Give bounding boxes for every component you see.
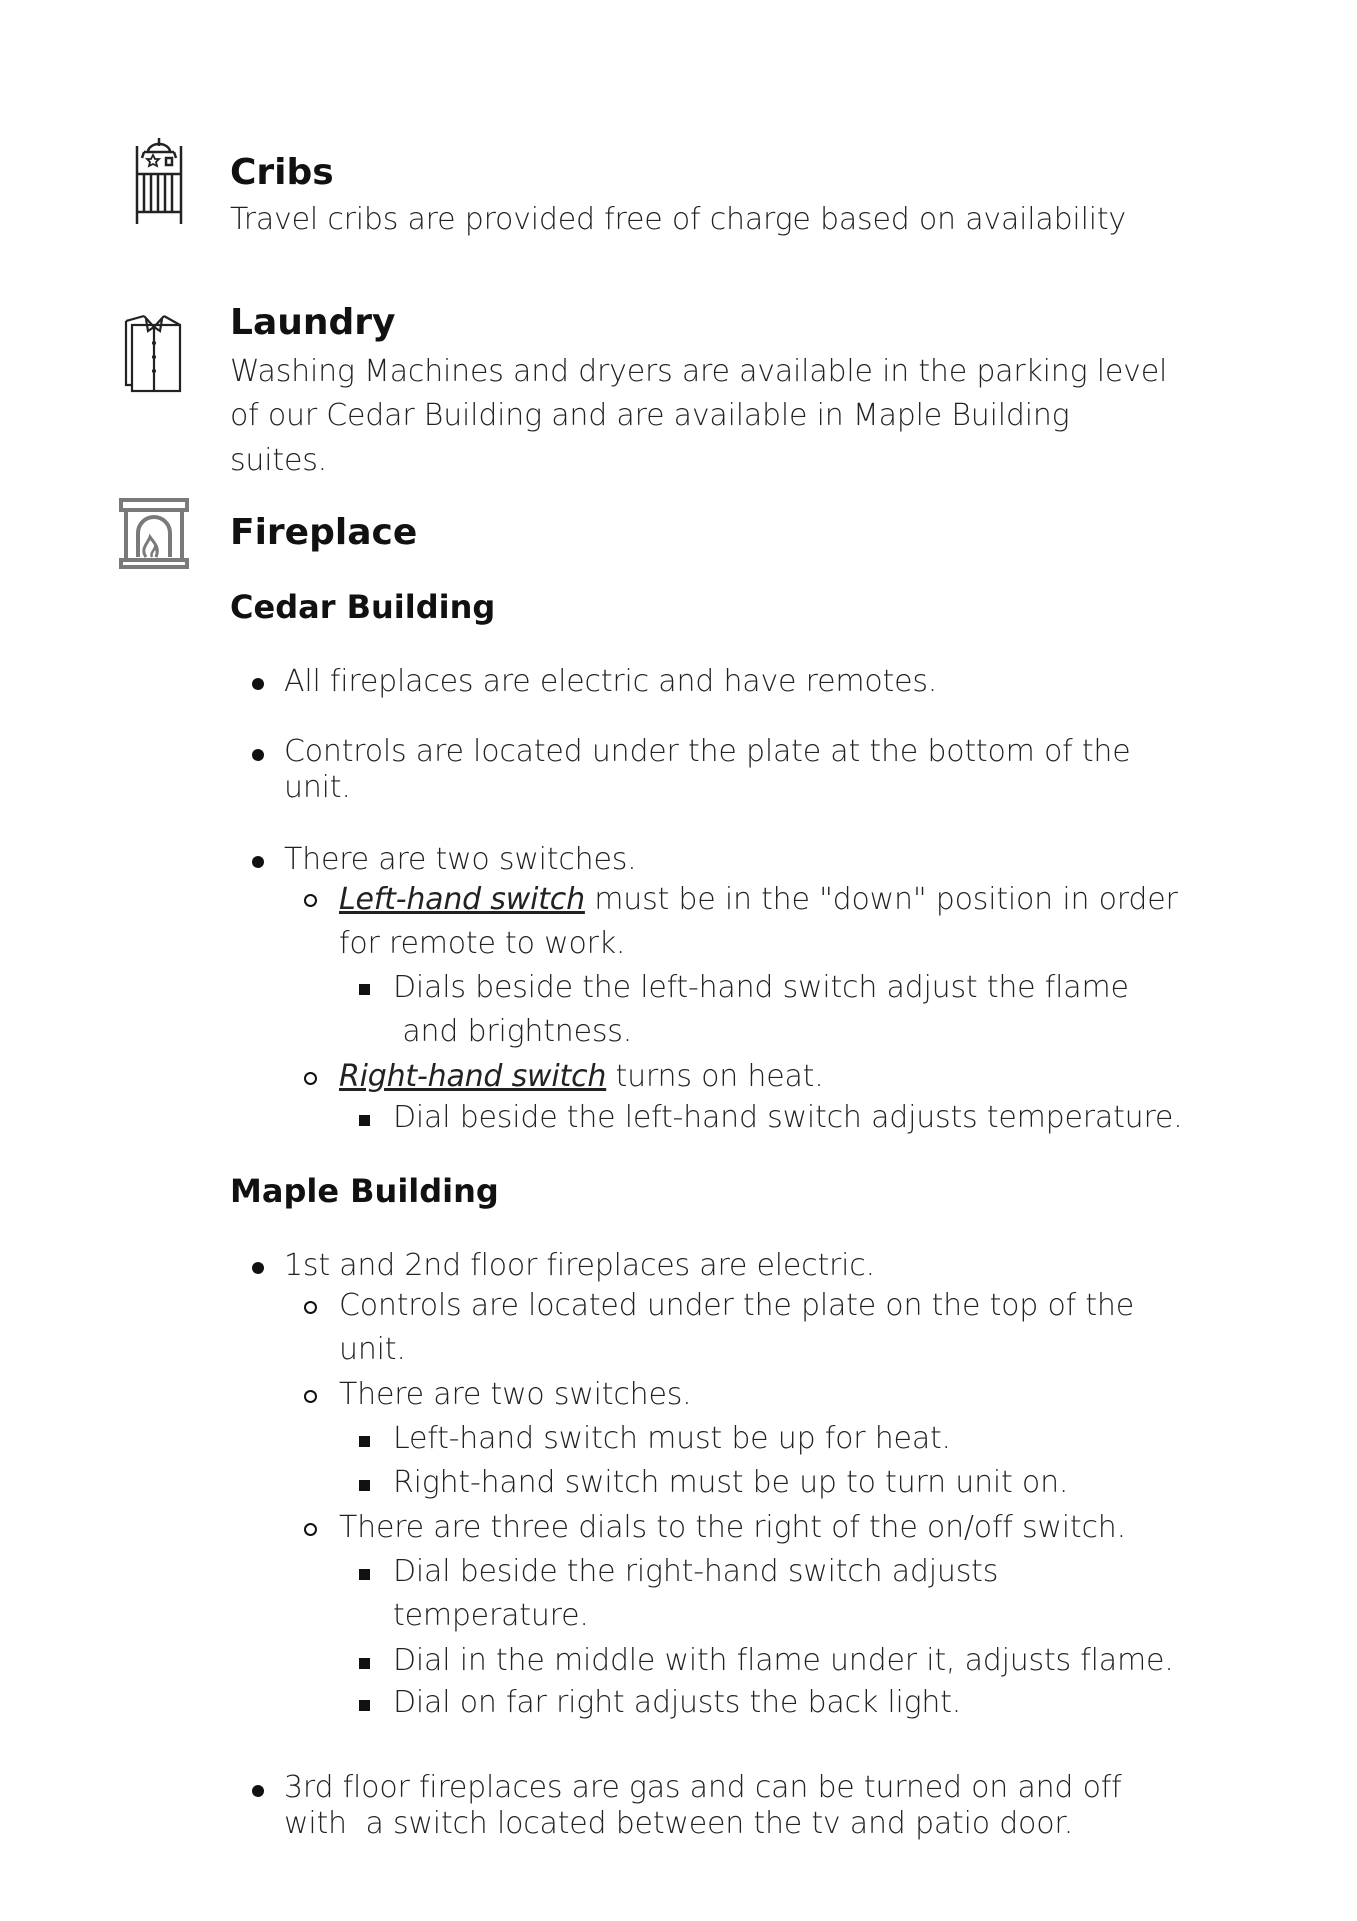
sub-sub-bullet — [359, 1569, 370, 1580]
right-switch-label: Right-hand switch — [339, 1059, 607, 1094]
maple-bullet-2-line-1: 3rd floor fireplaces are gas and can be turned on and off — [284, 1770, 1122, 1805]
maple-sub-3-a-line-1: Dial beside the right-hand switch adjusts — [393, 1554, 999, 1589]
maple-sub-2: There are two switches. — [339, 1377, 692, 1412]
sub-bullet — [304, 1301, 317, 1314]
maple-sub-2-b: Right-hand switch must be up to turn unit on. — [393, 1465, 1069, 1500]
crib-icon — [134, 136, 184, 226]
bullet — [252, 1262, 264, 1274]
bullet — [252, 678, 264, 690]
cedar-title: Cedar Building — [230, 588, 496, 626]
laundry-line-2: of our Cedar Building and are available in Maple Building — [230, 398, 1070, 433]
maple-sub-1-line-2: unit. — [339, 1332, 406, 1367]
laundry-shirt-icon — [122, 313, 186, 395]
cedar-left-sub-line-2: and brightness. — [393, 1014, 633, 1049]
bullet — [252, 1785, 264, 1797]
maple-sub-3: There are three dials to the right of the on/off switch. — [339, 1510, 1126, 1545]
cribs-text: Travel cribs are provided free of charge based on availability — [230, 202, 1126, 237]
sub-sub-bullet — [359, 1480, 370, 1491]
cedar-bullet-2-line-1: Controls are located under the plate at the bottom of the — [284, 734, 1131, 769]
cedar-right-sub: Dial beside the left-hand switch adjusts temperature. — [393, 1100, 1183, 1135]
sub-sub-bullet — [359, 1658, 370, 1669]
maple-sub-3-a-line-2: temperature. — [393, 1598, 589, 1633]
left-switch-label: Left-hand switch — [339, 882, 585, 917]
sub-bullet — [304, 1072, 317, 1085]
cedar-right-switch: Right-hand switch turns on heat. — [339, 1059, 824, 1094]
fireplace-icon — [118, 497, 190, 569]
cedar-left-sub-line-1: Dials beside the left-hand switch adjust the flame — [393, 970, 1129, 1005]
cedar-left-switch-line-1: Left-hand switch must be in the "down" position in order — [339, 882, 1178, 917]
sub-sub-bullet — [359, 1115, 370, 1126]
cedar-bullet-1: All fireplaces are electric and have remotes. — [284, 664, 938, 699]
laundry-title: Laundry — [230, 302, 396, 343]
sub-bullet — [304, 894, 317, 907]
bullet — [252, 856, 264, 868]
laundry-line-1: Washing Machines and dryers are available in the parking level — [230, 354, 1168, 389]
bullet — [252, 749, 264, 761]
sub-sub-bullet — [359, 1436, 370, 1447]
fireplace-title: Fireplace — [230, 512, 418, 553]
sub-bullet — [304, 1523, 317, 1536]
sub-sub-bullet — [359, 984, 370, 995]
cedar-left-switch-line-2: for remote to work. — [339, 926, 626, 961]
maple-bullet-2-line-2: with a switch located between the tv and patio door. — [284, 1806, 1074, 1841]
maple-sub-3-c: Dial on far right adjusts the back light. — [393, 1685, 962, 1720]
cribs-title: Cribs — [230, 152, 334, 193]
cedar-bullet-2-line-2: unit. — [284, 770, 351, 805]
maple-title: Maple Building — [230, 1172, 499, 1210]
sub-sub-bullet — [359, 1700, 370, 1711]
sub-bullet — [304, 1390, 317, 1403]
maple-sub-3-b: Dial in the middle with flame under it, adjusts flame. — [393, 1643, 1174, 1678]
laundry-line-3: suites. — [230, 443, 327, 478]
maple-bullet-1: 1st and 2nd floor fireplaces are electric. — [284, 1248, 875, 1283]
cedar-bullet-3: There are two switches. — [284, 842, 637, 877]
maple-sub-1-line-1: Controls are located under the plate on the top of the — [339, 1288, 1134, 1323]
maple-sub-2-a: Left-hand switch must be up for heat. — [393, 1421, 951, 1456]
